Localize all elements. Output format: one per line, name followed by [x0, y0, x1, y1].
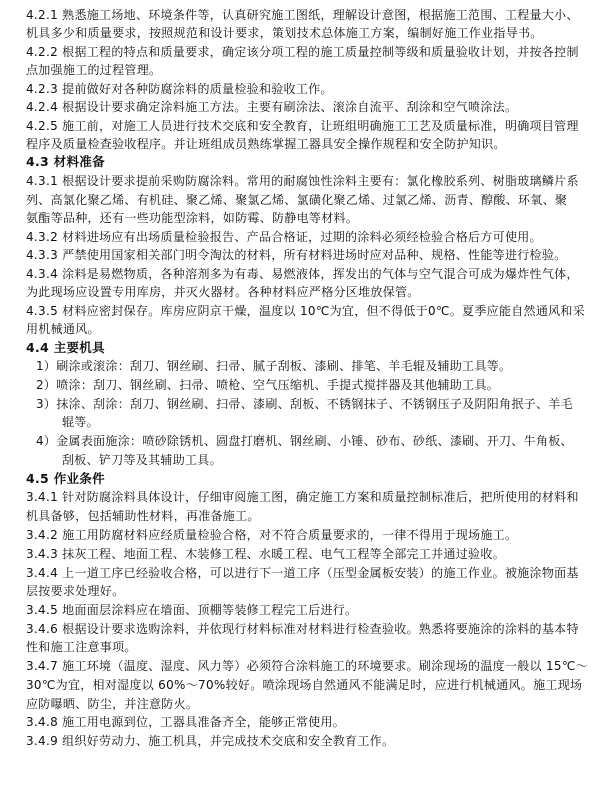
text-line: 4.3.3 严禁使用国家相关部门明令淘汰的材料，所有材料进场时应对品种、规格、性能等进行检验。	[26, 248, 567, 262]
text-line: 应防曝晒、防尘，并注意防火。	[26, 697, 199, 711]
text-line: 点加强施工的过程管理。	[26, 63, 162, 77]
section-heading: 4.4 主要机具	[26, 340, 105, 355]
text-line: 3.4.8 施工用电源到位，工器具准备齐全，能够正常使用。	[26, 715, 346, 729]
text-line: 层按要求处理好。	[26, 584, 125, 598]
text-line: 用机械通风。	[26, 322, 100, 336]
text-line: 氨酯等品种，还有一些功能型涂料，如防霉、防静电等材料。	[26, 211, 359, 225]
text-line: 4.3.5 材料应密封保存。库房应阴京干燥，温度以 10℃为宜，但不得低于0℃。夏季应能自然通风和采	[26, 304, 586, 318]
list-item: 2）喷涂：刮刀、钢丝刷、扫帚、喷枪、空气压缩机、手提式搅拌器及其他辅助工具。	[36, 378, 500, 392]
list-item: 4）金属表面施涂：喷砂除锈机、圆盘打磨机、钢丝刷、小锤、砂布、砂纸、漆刷、开刀、牛角板、	[36, 434, 573, 448]
text-line: 为此现场应设置专用库房，并灭火器材。各种材料应严格分区堆放保管。	[26, 285, 420, 299]
text-line: 3.4.1 针对防腐涂料具体设计，仔细审阅施工图，确定施工方案和质量控制标准后，把所使用的材料和	[26, 490, 579, 504]
text-line: 机具多少和质量要求，按照规范和设计要求，策划技术总体施工方案，编制好施工作业指导书。	[26, 26, 543, 40]
section-heading: 4.3 材料准备	[26, 154, 105, 169]
text-line: 4.3.2 材料进场应有出场质量检验报告、产品合格证，过期的涂料必须经检验合格后方可使用。	[26, 230, 542, 244]
list-item: 3）抹涂、刮涂：刮刀、钢丝刷、扫帚、漆刷、刮板、不锈钢抹子、不锈钢压子及阴阳角抿子、羊毛	[36, 397, 573, 411]
list-item: 1）刷涂或滚涂：刮刀、钢丝刷、扫帚、腻子刮板、漆刷、排笔、羊毛辊及辅助工具等。	[36, 359, 512, 373]
text-line: 列、高氯化聚乙烯、有机硅、聚乙烯、聚氯乙烯、氯磺化聚乙烯、过氯乙烯、沥青、醇酸、环氧、聚	[26, 193, 568, 207]
list-item-continuation: 辊等。	[62, 415, 99, 429]
text-line: 3.4.4 上一道工序已经验收合格，可以进行下一道工序（压型金属板安装）的施工作业。被施涂物面基	[26, 566, 579, 580]
text-line: 4.2.4 根据设计要求确定涂料施工方法。主要有刷涂法、滚涂自流平、刮涂和空气喷涂法。	[26, 100, 518, 114]
text-line: 性和施工注意事项。	[26, 640, 137, 654]
text-line: 3.4.6 根据设计要求选购涂料，并依现行材料标准对材料进行检查验收。熟悉将要施涂的涂料的基本特	[26, 622, 579, 636]
text-line: 4.2.2 根据工程的特点和质量要求，确定该分项工程的施工质量控制等级和质量验收计划，并按各控制	[26, 45, 579, 59]
text-line: 3.4.2 施工用防腐材料应经质量检验合格，对不符合质量要求的，一律不得用于现场施工。	[26, 528, 518, 542]
text-line: 程序及质量检查验收程序。并让班组成员熟练掌握工器具安全操作规程和安全防护知识。	[26, 137, 506, 151]
text-line: 30℃为宜，相对湿度以 60%～70%较好。喷涂现场自然通风不能满足时，应进行机械通风。施工现场	[26, 678, 583, 692]
text-line: 4.2.5 施工前，对施工人员进行技术交底和安全教育，让班组明确施工工艺及质量标准，明确项目管理	[26, 119, 579, 133]
text-line: 3.4.5 地面面层涂料应在墙面、顶棚等装修工程完工后进行。	[26, 603, 358, 617]
section-heading: 4.5 作业条件	[26, 471, 105, 486]
text-line: 4.3.4 涂料是易燃物质，各种溶剂多为有毒、易燃液体，挥发出的气体与空气混合可成为爆炸性气体，	[26, 267, 579, 281]
text-line: 4.2.1 熟悉施工场地、环境条件等，认真研究施工图纸，理解设计意图，根据施工范围、工程量大小、	[26, 8, 579, 22]
list-item-continuation: 刮板、铲刀等及其辅助工具。	[62, 453, 222, 467]
text-line: 3.4.7 施工环境（温度、湿度、风力等）必须符合涂料施工的环境要求。刷涂现场的温度一般以 15℃～	[26, 659, 588, 673]
text-line: 机具备够，包括辅助性材料，再准备施工。	[26, 509, 260, 523]
text-line: 4.2.3 提前做好对各种防腐涂料的质量检验和验收工作。	[26, 82, 333, 96]
text-line: 3.4.3 抹灰工程、地面工程、木装修工程、水暖工程、电气工程等全部完工并通过验收。	[26, 547, 505, 561]
text-line: 4.3.1 根据设计要求提前采购防腐涂料。常用的耐腐蚀性涂料主要有：氯化橡胶系列、树脂玻璃鳞片系	[26, 174, 579, 188]
text-line: 3.4.9 组织好劳动力、施工机具，并完成技术交底和安全教育工作。	[26, 734, 395, 748]
